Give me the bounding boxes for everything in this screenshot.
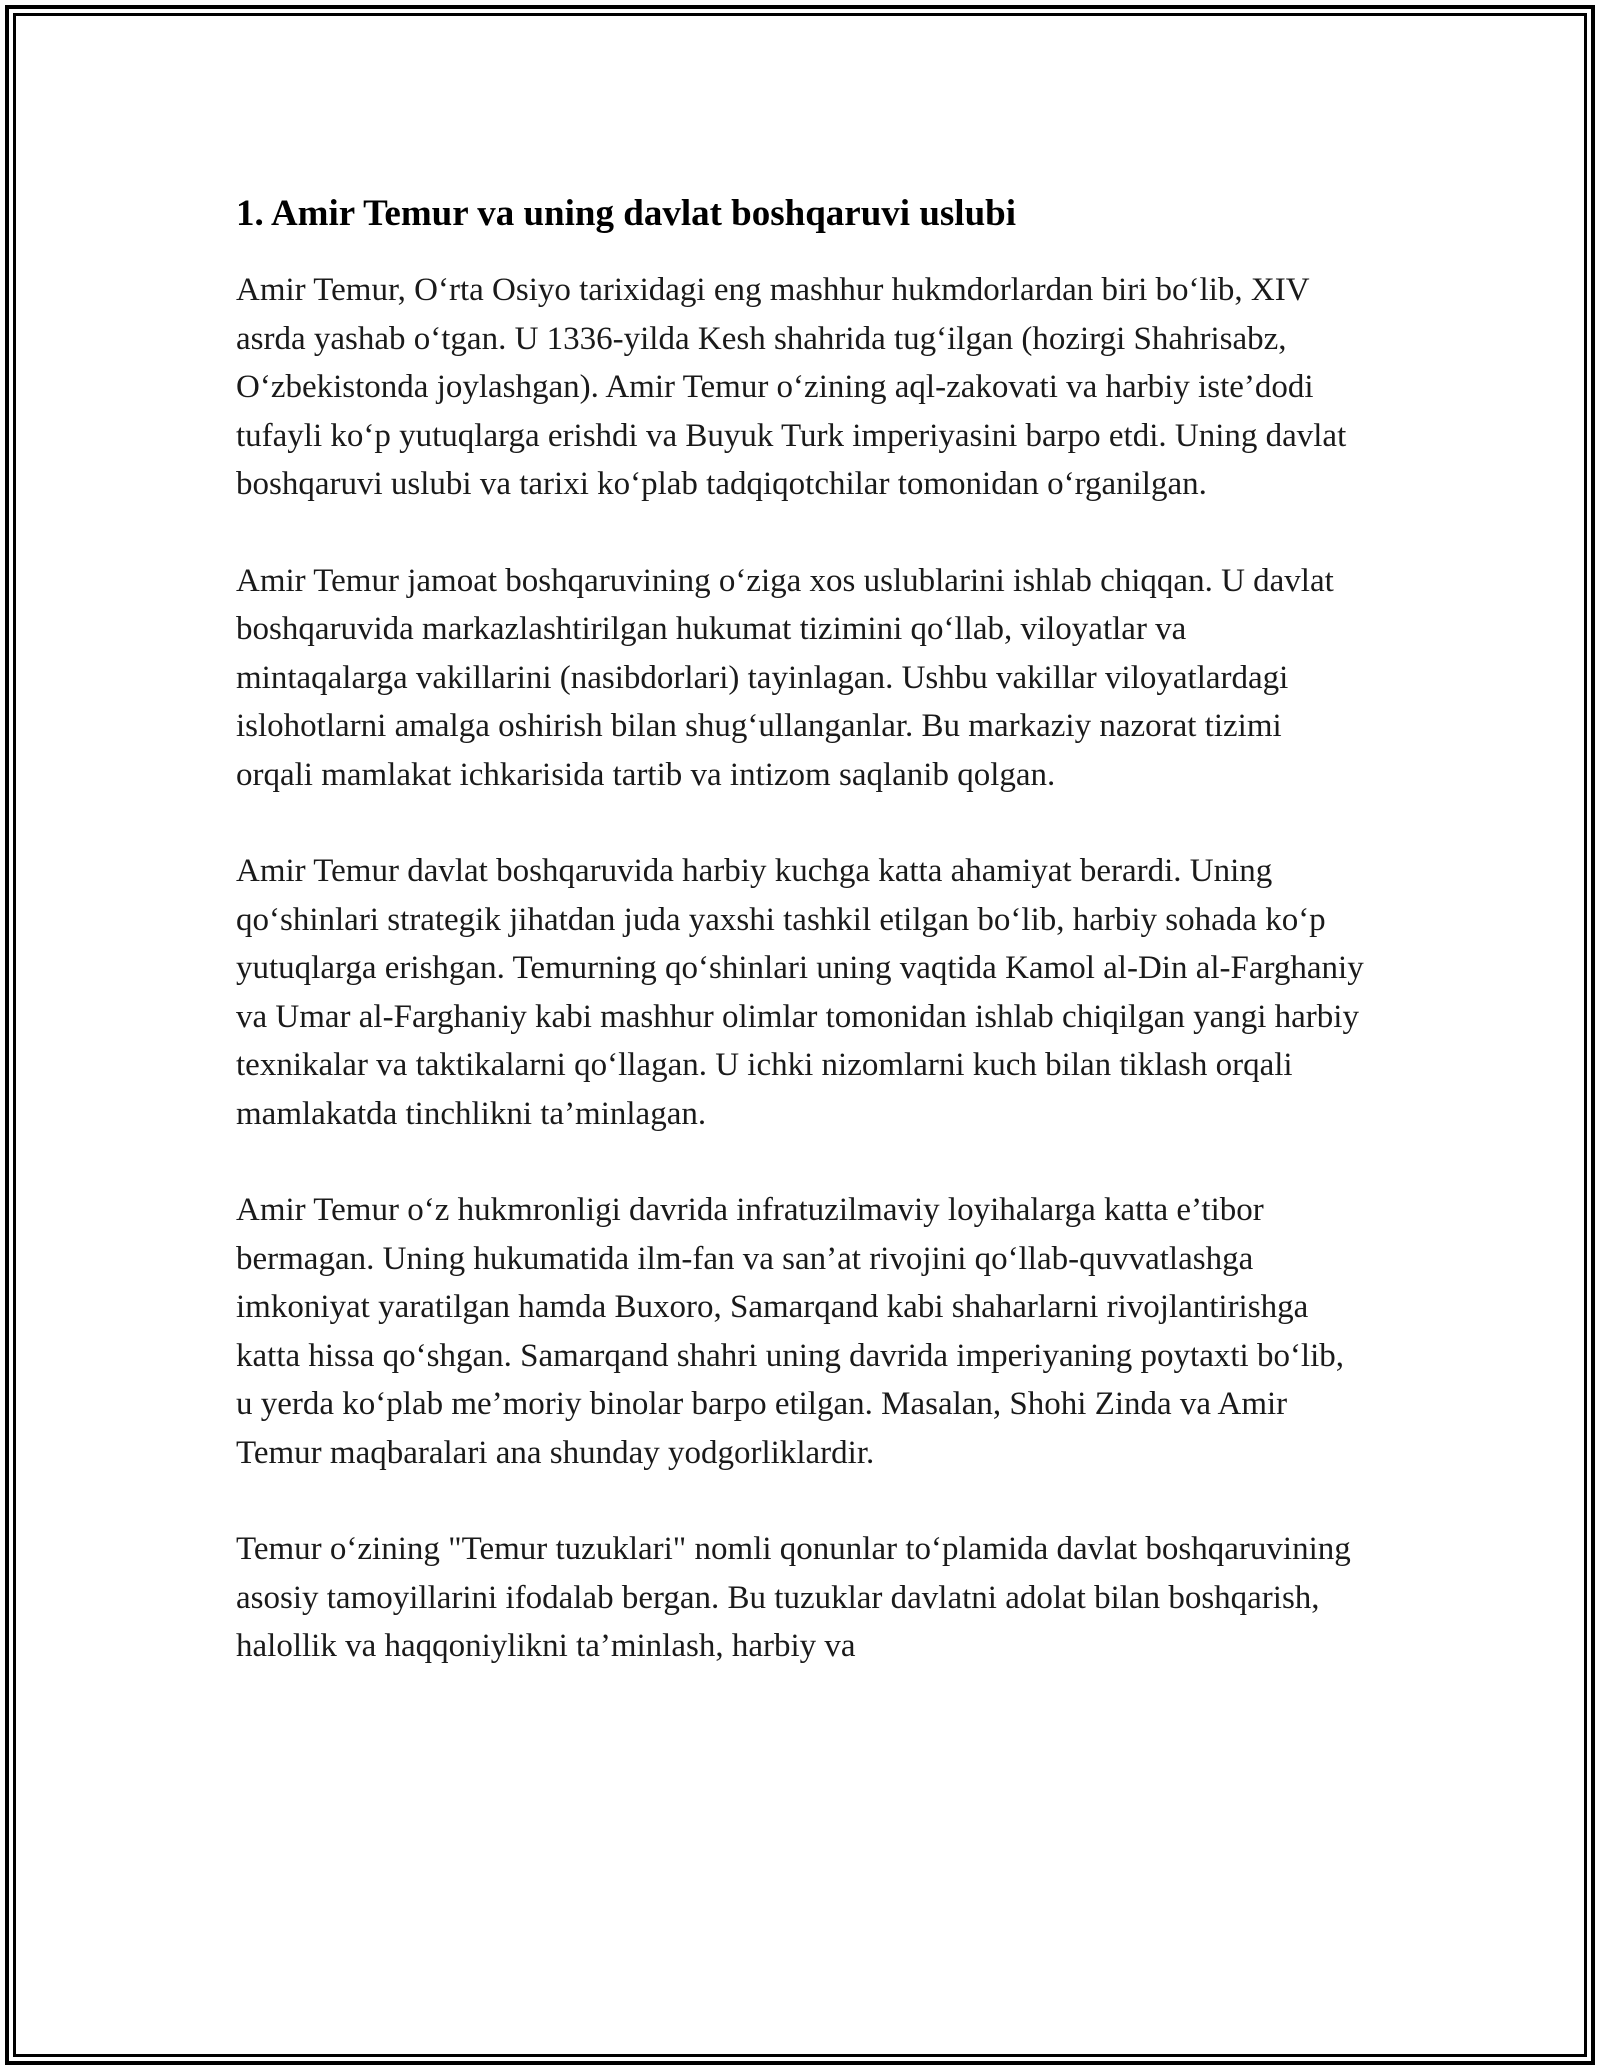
- paragraph-1: Amir Temur, O‘rta Osiyo tarixidagi eng mashhur hukmdorlardan biri bo‘lib, XIV asrda yashab o‘tgan. U 1336-yilda Kesh shahrida tug‘ilgan (hozirgi Shahrisabz, O‘zbekistonda joylashgan). Amir Temur o‘zining aql-zakovati va harbiy iste’dodi tufayli ko‘p yutuqlarga erishdi va Buyuk Turk imperiyasini barpo etdi. Uning davlat boshqaruvi uslubi va tarixi ko‘plab tadqiqotchilar tomonidan o‘rganilgan.: [236, 272, 1347, 502]
- paragraph-4: Amir Temur o‘z hukmronligi davrida infratuzilmaviy loyihalarga katta e’tibor bermagan. Uning hukumatida ilm-fan va san’at rivojini qo‘llab-quvvatlashga imkoniyat yaratilgan hamda Buxoro, Samarqand kabi shaharlarni rivojlantirishga katta hissa qo‘shgan. Samarqand shahri uning davrida imperiyaning poytaxti bo‘lib, u yerda ko‘plab me’moriy binolar barpo etilgan. Masalan, Shohi Zinda va Amir Temur maqbaralari ana shunday yodgorliklardir.: [236, 1192, 1345, 1471]
- document-body: [236, 188, 1366, 1719]
- paragraph-2: Amir Temur jamoat boshqaruvining o‘ziga xos uslublarini ishlab chiqqan. U davlat boshqaruvida markazlashtirilgan hukumat tizimini qo‘llab, viloyatlar va mintaqalarga vakillarini (nasibdorlari) tayinlagan. Ushbu vakillar viloyatlardagi islohotlarni amalga oshirish bilan shug‘ullanganlar. Bu markaziy nazorat tizimi orqali mamlakat ichkarisida tartib va intizom saqlanib qolgan.: [236, 562, 1334, 793]
- paragraph-3: Amir Temur davlat boshqaruvida harbiy kuchga katta ahamiyat berardi. Uning qo‘shinlari strategik jihatdan juda yaxshi tashkil etilgan bo‘lib, harbiy sohada ko‘p yutuqlarga erishgan. Temurning qo‘shinlari uning vaqtida Kamol al-Din al-Farghaniy va Umar al-Farghaniy kabi mashhur olimlar tomonidan ishlab chiqilgan yangi harbiy texnikalar va taktikalarni qo‘llagan. U ichki nizomlarni kuch bilan tiklash orqali mamlakatda tinchlikni ta’minlagan.: [236, 853, 1364, 1132]
- paragraph-5: Temur o‘zining "Temur tuzuklari" nomli qonunlar to‘plamida davlat boshqaruvining asosiy tamoyillarini ifodalab bergan. Bu tuzuklar davlatni adolat bilan boshqarish, halollik va haqqoniylikni ta’minlash, harbiy va: [236, 1531, 1351, 1664]
- section-heading: 1. Amir Temur va uning davlat boshqaruvi uslubi: [236, 193, 1017, 234]
